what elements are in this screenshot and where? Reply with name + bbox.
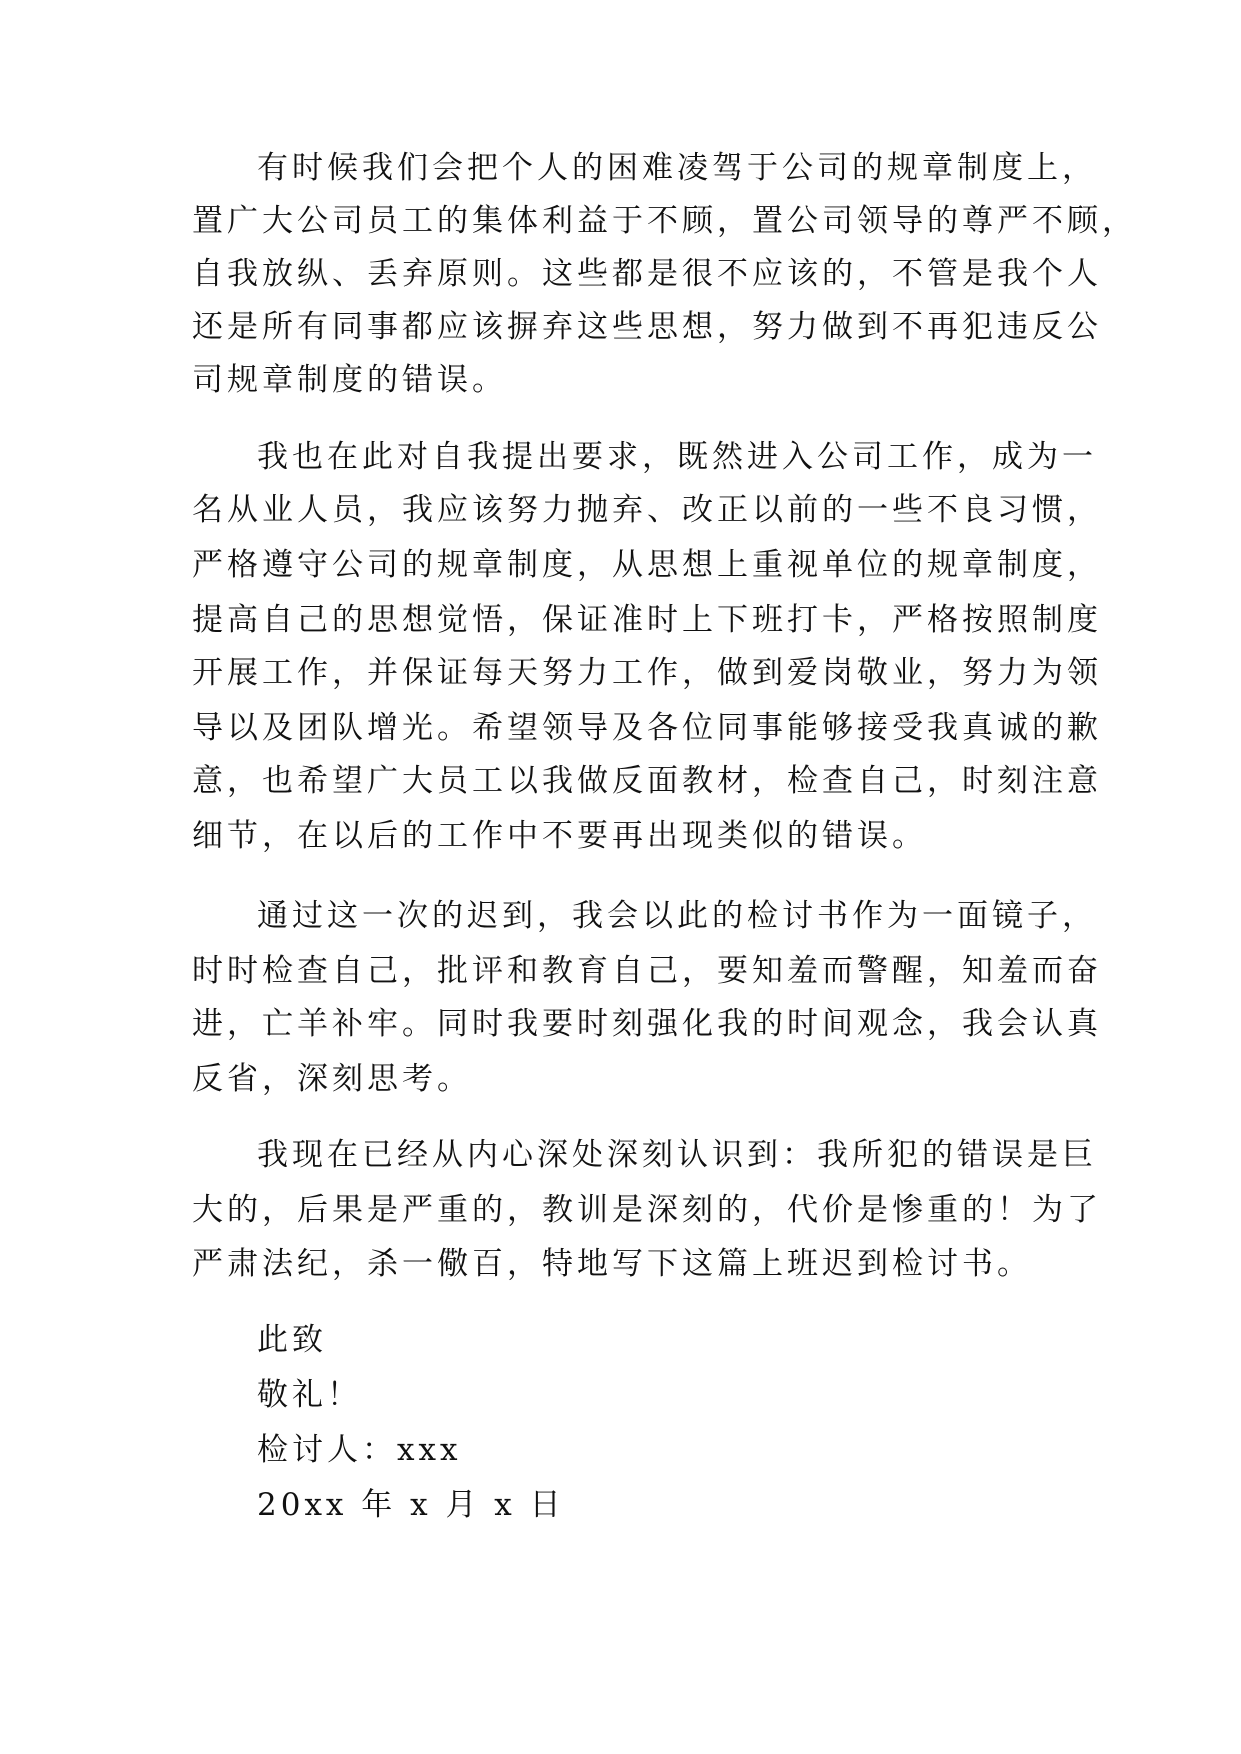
text-line: 名从业人员，我应该努力抛弃、改正以前的一些不良习惯， — [192, 492, 1102, 528]
signature: 检讨人：xxx — [257, 1432, 462, 1468]
date: 20xx 年 x 月 x 日 — [257, 1487, 565, 1523]
text-line: 置广大公司员工的集体利益于不顾，置公司领导的尊严不顾， — [192, 203, 1137, 239]
text-line: 我现在已经从内心深处深刻认识到：我所犯的错误是巨 — [257, 1137, 1097, 1173]
text-line: 意，也希望广大员工以我做反面教材，检查自己，时刻注意 — [192, 763, 1102, 799]
text-line: 有时候我们会把个人的困难凌驾于公司的规章制度上， — [257, 150, 1097, 186]
text-line: 我也在此对自我提出要求，既然进入公司工作，成为一 — [257, 439, 1097, 475]
text-line: 通过这一次的迟到，我会以此的检讨书作为一面镜子， — [257, 898, 1097, 934]
text-line: 自我放纵、丢弃原则。这些都是很不应该的，不管是我个人 — [192, 256, 1102, 292]
text-line: 严肃法纪，杀一儆百，特地写下这篇上班迟到检讨书。 — [192, 1246, 1032, 1282]
text-line: 严格遵守公司的规章制度，从思想上重视单位的规章制度， — [192, 547, 1102, 583]
closing-salute: 敬礼！ — [257, 1377, 362, 1413]
text-line: 时时检查自己，批评和教育自己，要知羞而警醒，知羞而奋 — [192, 953, 1102, 989]
text-line: 司规章制度的错误。 — [192, 362, 507, 398]
text-line: 细节，在以后的工作中不要再出现类似的错误。 — [192, 818, 927, 854]
text-line: 进，亡羊补牢。同时我要时刻强化我的时间观念，我会认真 — [192, 1006, 1102, 1042]
text-line: 反省，深刻思考。 — [192, 1061, 472, 1097]
text-line: 大的，后果是严重的，教训是深刻的，代价是惨重的！为了 — [192, 1192, 1102, 1228]
closing-greeting: 此致 — [257, 1322, 327, 1358]
text-line: 开展工作，并保证每天努力工作，做到爱岗敬业，努力为领 — [192, 655, 1102, 691]
text-line: 还是所有同事都应该摒弃这些思想，努力做到不再犯违反公 — [192, 309, 1102, 345]
text-line: 导以及团队增光。希望领导及各位同事能够接受我真诚的歉 — [192, 710, 1102, 746]
text-line: 提高自己的思想觉悟，保证准时上下班打卡，严格按照制度 — [192, 602, 1102, 638]
